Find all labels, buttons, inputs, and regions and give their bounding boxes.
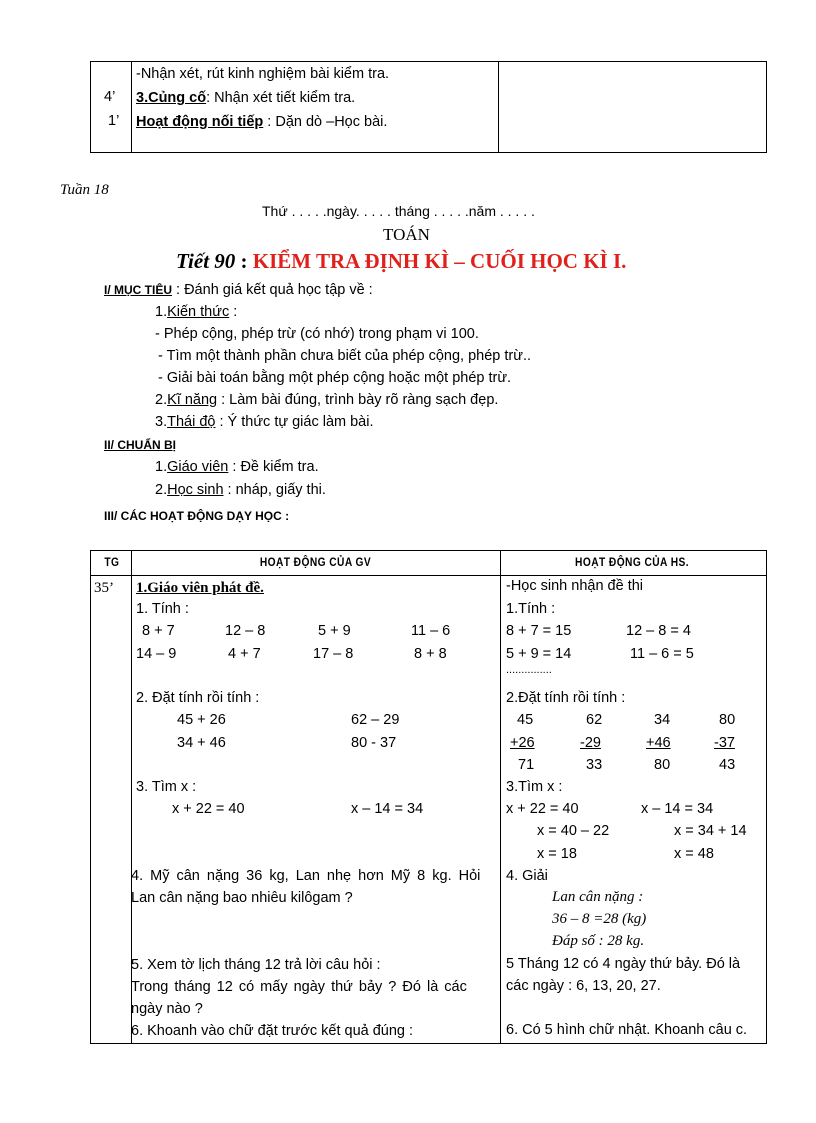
gv-q2-expr: 34 + 46 <box>177 735 226 751</box>
hs-q1-answer: 5 + 9 = 14 <box>506 646 572 662</box>
week-label: Tuần 18 <box>60 182 109 198</box>
gv-q2-expr: 62 – 29 <box>351 712 400 728</box>
table-divider <box>91 575 766 576</box>
hs-q2-mid: -29 <box>580 735 601 751</box>
hs-q4: 4. Giải <box>506 868 548 884</box>
hs-q4-line: 36 – 8 =28 (kg) <box>552 911 647 927</box>
hs-q3-step: x = 48 <box>674 846 714 862</box>
hs-step-0: -Học sinh nhận đề thi <box>506 578 644 594</box>
lesson-number: Tiết 90 <box>176 249 236 273</box>
gv-q5-line1: 5. Xem tờ lịch tháng 12 trả lời câu hỏi : <box>131 957 381 973</box>
activity-time: 35’ <box>94 580 114 596</box>
gv-q1-expr: 14 – 9 <box>136 646 177 662</box>
objectives-line <box>104 282 373 298</box>
hs-q1-dots: ............... <box>506 664 552 676</box>
skill-label: Kĩ năng <box>167 392 218 408</box>
gv-q1-expr: 5 + 9 <box>318 623 351 639</box>
hs-q2-top: 45 <box>517 712 534 728</box>
student-prep <box>155 482 326 498</box>
header-time: TG <box>104 555 120 569</box>
time-cell-a: 4’ <box>104 89 116 105</box>
teacher-num: 1. <box>155 459 168 475</box>
knowledge-num: 1. <box>155 304 168 320</box>
gv-q3-expr: x + 22 = 40 <box>172 801 245 817</box>
knowledge-colon: : <box>229 304 238 320</box>
hs-q2-mid: -37 <box>714 735 735 751</box>
hs-q3-step: x – 14 = 34 <box>641 801 714 817</box>
hs-q5-line2: các ngày : 6, 13, 20, 27. <box>506 978 661 994</box>
hs-q4-line: Lan cân nặng : <box>552 889 644 905</box>
gv-q5-line2: Trong tháng 12 có mấy ngày thứ bảy ? Đó là các <box>131 979 467 995</box>
hs-q1-answer: 8 + 7 = 15 <box>506 623 572 639</box>
consolidation-text: : Nhận xét tiết kiểm tra. <box>206 90 356 106</box>
hs-q2-top: 80 <box>719 712 736 728</box>
hs-q2-mid: +46 <box>646 735 671 751</box>
lesson-name: KIỂM TRA ĐỊNH KÌ – CUỐI HỌC KÌ I. <box>252 249 627 273</box>
gv-q1-expr: 8 + 8 <box>414 646 447 662</box>
hs-q3-step: x = 40 – 22 <box>537 823 610 839</box>
hs-q3-step: x + 22 = 40 <box>506 801 579 817</box>
gv-step-1 <box>136 580 264 597</box>
table-divider <box>500 551 501 1043</box>
teacher-prep <box>155 459 319 475</box>
objectives-intro: : Đánh giá kết quả học tập về : <box>176 282 373 298</box>
hs-q2-bottom: 80 <box>654 757 671 773</box>
hs-q2-top: 34 <box>654 712 671 728</box>
hs-q5-line1: 5 Tháng 12 có 4 ngày thứ bảy. Đó là <box>506 956 741 972</box>
hs-q6: 6. Có 5 hình chữ nhật. Khoanh câu c. <box>506 1022 748 1038</box>
knowledge-item: - Giải bài toán bằng một phép cộng hoặc một phép trừ. <box>158 370 512 386</box>
knowledge-line <box>155 304 237 320</box>
teacher-text: : Đề kiểm tra. <box>228 459 319 475</box>
objectives-heading: I/ MỤC TIÊU <box>104 283 172 297</box>
hs-q2-bottom: 71 <box>518 757 535 773</box>
student-text: : nháp, giấy thi. <box>223 482 326 498</box>
hs-q2-mid: +26 <box>510 735 535 751</box>
gv-q2-expr: 45 + 26 <box>177 712 226 728</box>
hs-q1-answer: 11 – 6 = 5 <box>630 646 694 662</box>
followup-label: Hoạt động nối tiếp <box>136 114 264 130</box>
gv-q4-line1: 4. Mỹ cân nặng 36 kg, Lan nhẹ hơn Mỹ 8 kg. Hỏi <box>131 868 481 884</box>
time-cell-b: 1’ <box>108 113 120 129</box>
prep-line <box>104 437 176 453</box>
hs-q2-bottom: 33 <box>586 757 603 773</box>
hs-q2-bottom: 43 <box>719 757 736 773</box>
skill-line <box>155 392 498 408</box>
gv-q3-expr: x – 14 = 34 <box>351 801 424 817</box>
skill-text: : Làm bài đúng, trình bày rõ ràng sạch đẹp. <box>217 392 499 408</box>
subject-title: TOÁN <box>383 225 430 244</box>
top-line-2 <box>136 90 355 106</box>
table-divider <box>498 62 499 152</box>
student-num: 2. <box>155 482 168 498</box>
gv-q1-expr: 12 – 8 <box>225 623 266 639</box>
gv-q4-line2: Lan cân nặng bao nhiêu kilôgam ? <box>131 890 353 906</box>
gv-q3: 3. Tìm x : <box>136 779 197 795</box>
gv-q1-expr: 4 + 7 <box>228 646 261 662</box>
hs-q2-top: 62 <box>586 712 603 728</box>
attitude-text: : Ý thức tự giác làm bài. <box>215 414 374 430</box>
hs-q3-step: x = 18 <box>537 846 577 862</box>
knowledge-item: - Phép cộng, phép trừ (có nhớ) trong phạm vi 100. <box>155 326 479 342</box>
teacher-label: Giáo viên <box>167 459 229 475</box>
gv-step-1-text: 1.Giáo viên phát đề. <box>136 580 264 596</box>
skill-num: 2. <box>155 392 168 408</box>
activities-heading: III/ CÁC HOẠT ĐỘNG DẠY HỌC : <box>104 509 290 523</box>
knowledge-item: - Tìm một thành phần chưa biết của phép cộng, phép trừ.. <box>158 348 532 364</box>
date-line: Thứ . . . . .ngày. . . . . tháng . . . . .năm . . . . . <box>262 203 535 219</box>
gv-q2: 2. Đặt tính rồi tính : <box>136 690 260 706</box>
top-line-1: -Nhận xét, rút kinh nghiệm bài kiểm tra. <box>136 66 390 82</box>
lesson-separator: : <box>235 249 253 273</box>
hs-q1: 1.Tính : <box>506 601 556 617</box>
header-student: HOẠT ĐỘNG CỦA HS. <box>575 555 690 569</box>
attitude-num: 3. <box>155 414 168 430</box>
knowledge-label: Kiến thức <box>167 304 230 320</box>
header-teacher: HOẠT ĐỘNG CỦA GV <box>259 555 372 569</box>
hs-q4-line: Đáp số : 28 kg. <box>552 933 645 949</box>
attitude-line <box>155 414 374 430</box>
student-label: Học sinh <box>167 482 224 498</box>
followup-text: : Dặn dò –Học bài. <box>267 114 388 130</box>
hs-q3: 3.Tìm x : <box>506 779 563 795</box>
prep-heading: II/ CHUẨN BỊ <box>104 438 176 452</box>
table-divider <box>131 62 132 152</box>
gv-q1-expr: 17 – 8 <box>313 646 354 662</box>
attitude-label: Thái độ <box>167 414 216 430</box>
gv-q1: 1. Tính : <box>136 601 189 617</box>
gv-q5-line3: ngày nào ? <box>131 1001 203 1017</box>
top-line-3 <box>136 114 387 130</box>
gv-q6: 6. Khoanh vào chữ đặt trước kết quả đúng : <box>131 1023 414 1039</box>
gv-q1-expr: 11 – 6 <box>411 623 451 639</box>
gv-q2-expr: 80 - 37 <box>351 735 397 751</box>
gv-q1-expr: 8 + 7 <box>142 623 175 639</box>
consolidation-label: 3.Củng cố <box>136 90 207 106</box>
lesson-title <box>176 249 626 274</box>
hs-q2: 2.Đặt tính rồi tính : <box>506 690 626 706</box>
hs-q3-step: x = 34 + 14 <box>674 823 747 839</box>
hs-q1-answer: 12 – 8 = 4 <box>626 623 691 639</box>
